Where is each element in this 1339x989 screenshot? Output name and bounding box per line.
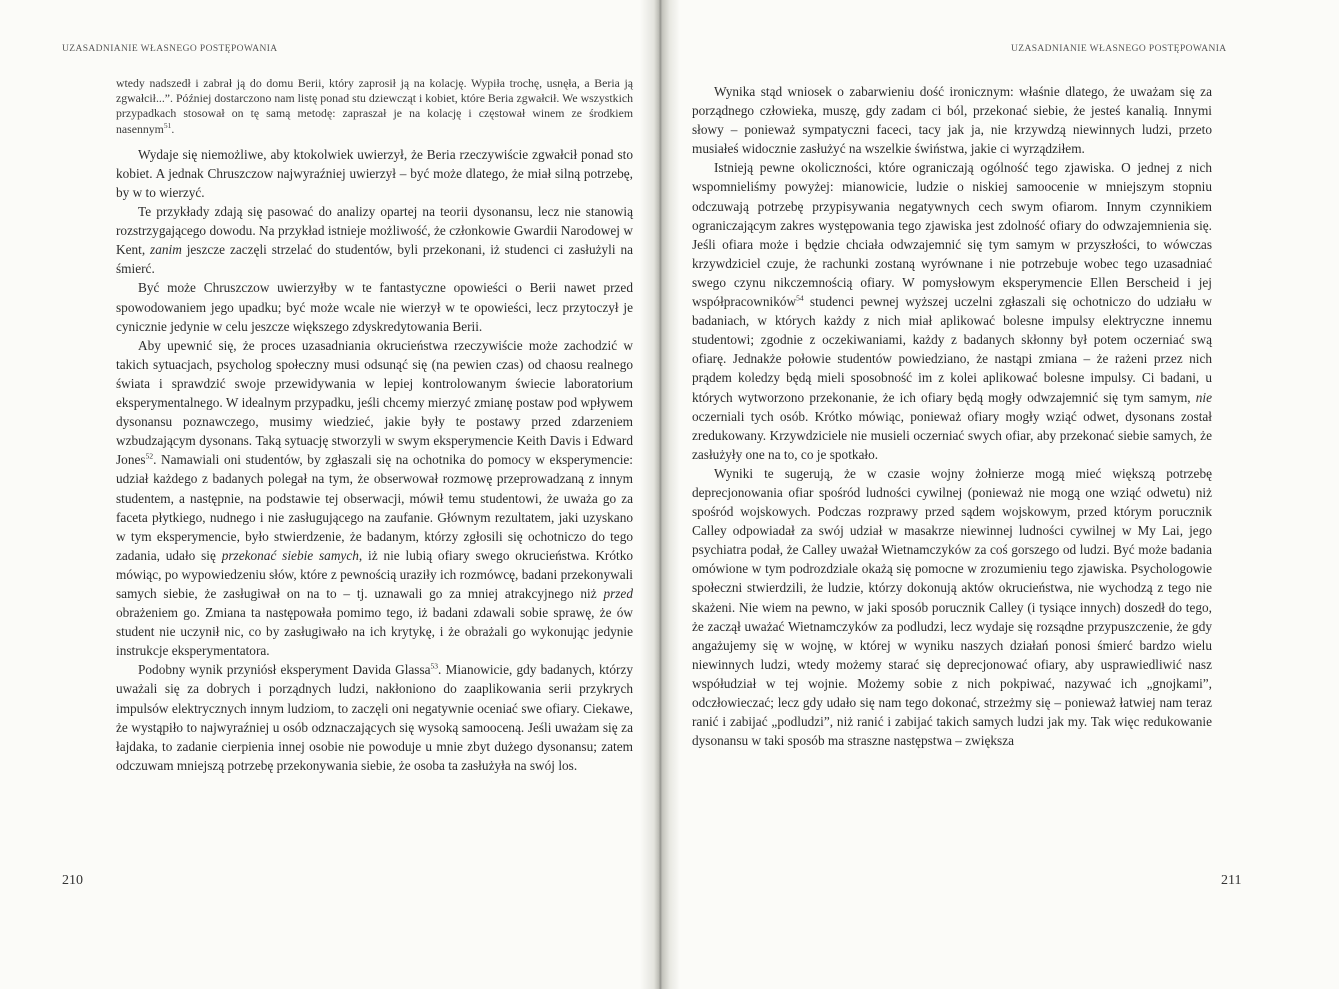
page-number-right: 211 [1221, 873, 1242, 888]
page-number-left: 210 [62, 873, 83, 888]
paragraph-3: Być może Chruszczow uwierzyłby w te fantastyczne opowieści o Berii nawet przed spowodowaniem jego upadku; być może wcale nie wierzył w te opowieści, lecz przytoczył je cynicznie jedynie w celu jeszcze większego zdyskredytowania Berii. [116, 280, 633, 334]
right-page-text [692, 82, 1212, 750]
footnote-ref-54: 54 [796, 293, 804, 303]
quoted-passage: wtedy nadszedł i zabrał ją do domu Berii, który zaprosił ją na kolację. Wypiła trochę, usnęła, a Beria ją zgwałcił...”. Później dostarczono nam listę ponad stu dziewcząt i kobiet, które Beria zgwałcił. We wszystkich przypadkach stosował on tę samą metodę: zapraszał je na kolację i częstował winem ze środkiem nasennym$^{51}$. [116, 76, 633, 136]
footnote-ref-52: 52 [145, 451, 154, 461]
paragraph-3: Wyniki te sugerują, że w czasie wojny żołnierze mogą mieć większą potrzebę deprecjonowania ofiar spośród ludności cywilnej (ponieważ nie mogą one wziąć odwetu) niż spośród wojskowych. Podczas rozprawy przed sądem wojskowym, przed którym porucznik Calley odpowiadał za swój udział w masakrze niewinnej ludności cywilnej w My Lai, jego psychiatra podał, że Calley uważał Wietnamczyków za coś gorszego od ludzi. Być może badania omówione w tym podrozdziale okażą się pomocne w zrozumieniu tego zjawiska. Psychologowie społeczni stwierdzili, że ludzie, którzy dokonują aktów okrucieństwa, nie wychodzą z tego nie skażeni. Nie wiem na pewno, w jaki sposób porucznik Calley (i tysiące innych) doszedł do tego, że zaczął uważać Wietnamczyków za podludzi, lecz wydaje się rozsądne przypuszczenie, że gdy angażujemy się w wojnę, w której w wyniku naszych działań ponosi śmierć bardzo wielu niewinnych ludzi, wtedy możemy starać się deprecjonować ofiary, aby usprawiedliwić nasz współudział w tej wojnie. Możemy sobie z nich pokpiwać, nazywać ich „gnojkami”, odczłowieczać; lecz gdy udało się nam tego dokonać, strzeżmy się – ponieważ łatwiej nam teraz ranić i zabijać „podludzi”, niż ranić i zabijać takich samych ludzi jak my. Tak więc redukowanie dysonansu w taki sposób ma straszne następstwa – zwiększa [692, 465, 1212, 749]
footnote-ref-51: 51 [163, 120, 172, 130]
footnote-ref-53: 53 [430, 661, 439, 671]
paragraph-2: Te przykłady zdają się pasować do analizy opartej na teorii dysonansu, lecz nie stanowią rozstrzygającego dowodu. Na przykład istnieje możliwość, że członkowie Gwardii Narodowej w Kent, zanim jeszcze zaczęli strzelać do studentów, byli przekonani, iż studenci ci zasłużyli na śmierć. [116, 204, 633, 277]
right-page [676, 0, 1339, 989]
running-header-left: UZASADNIANIE WŁASNEGO POSTĘPOWANIA [62, 44, 278, 54]
paragraph-4: Aby upewnić się, że proces uzasadniania okrucieństwa rzeczywiście może zachodzić w takich sytuacjach, psycholog społeczny musi odsunąć się (na pewien czas) od chaosu realnego świata i sprawdzić swoje przewidywania w lepiej kontrolowanym świecie laboratorium eksperymentalnego. W idealnym przypadku, jeśli chcemy mierzyć zmianę postaw pod wpływem dysonansu poznawczego, musimy wiedzieć, jakie były te postawy przed zdarzeniem wzbudzającym dysonans. Taką sytuację stworzyli w swym eksperymencie Keith Davis i Edward Jones$^{52}$. Namawiali oni studentów, by zgłaszali się na ochotnika do pomocy w eksperymencie: udział każdego z badanych polegał na tym, że obserwował rozmowę przeprowadzaną z innym studentem, a następnie, na podstawie tej obserwacji, mówił temu studentowi, że uważa go za faceta płytkiego, nudnego i nie zasługującego na zaufanie. Głównym rezultatem, jaki uzyskano w tym eksperymencie, było stwierdzenie, że badanym, którzy zgłosili się ochotniczo do tego zadania, udało się przekonać siebie samych, iż nie lubią ofiary swego okrucieństwa. Krótko mówiąc, po wypowiedzeniu słów, które z pewnością uraziły ich rozmówcę, badani przekonywali samych siebie, że zasługiwał on na to – tj. uznawali go za mniej atrakcyjnego niż przed obrażeniem go. Zmiana ta następowała pomimo tego, iż badani zdawali sobie sprawę, że ów student nie uczynił nic, co by zasługiwało na ich krytykę, i że obrażali go wykonując jedynie instrukcje eksperymentatora. [116, 337, 633, 659]
left-page [0, 0, 650, 989]
paragraph-2: Istnieją pewne okoliczności, które ograniczają ogólność tego zjawiska. O jednej z nich wspomnieliśmy powyżej: mianowicie, ludzie o niskiej samoocenie w mniejszym stopniu odczuwają potrzebę przypisywania negatywnych cech swym ofiarom. Innym czynnikiem ograniczającym zakres występowania tego zjawiska jest zdolność ofiary do odwzajemnienia się. Jeśli ofiara może i będzie chciała odwzajemnić się tym samym w przyszłości, to wówczas krzywdziciel czuje, że rachunki zostaną wyrównane i nie potrzebuje wobec tego uzasadniać swego czynu nikczemnością ofiary. W pomysłowym eksperymencie Ellen Berscheid i jej współpracowników$^{54}$ studenci pewnej wyższej uczelni zgłaszali się ochotniczo do udziału w badaniach, w których każdy z nich miał aplikować bolesne impulsy elektryczne innemu studentowi; zgodnie z oczekiwaniami, każdy z badanych skłonny był potem oczerniać swą ofiarę. Jednakże połowie studentów powiedziano, że nastąpi zmiana – że rażeni przez nich prądem koledzy będą mieli sposobność im z kolei aplikować bolesne impulsy. Ci badani, u których wytworzono przekonanie, że ich ofiary będą mogły odwzajemnić się tym samym, nie oczerniali tych osób. Krótko mówiąc, ponieważ ofiary mogły wziąć odwet, dysonans został zredukowany. Krzywdziciele nie musieli oczerniać swych ofiar, aby przekonać siebie samych, że zasłużyły one na to, co je spotkało. [692, 160, 1212, 462]
paragraph-1: Wynika stąd wniosek o zabarwieniu dość ironicznym: właśnie dlatego, że uważam się za porządnego człowieka, muszę, gdy zadam ci ból, przekonać siebie, że jesteś kanalią. Innymi słowy – ponieważ sympatyczni faceci, tacy jak ja, nie krzywdzą niewinnych ludzi, przeto musiałeś widocznie zasłużyć na wszelkie świństwa, jakie ci wyrządziłem. [692, 84, 1212, 157]
paragraph-5: Podobny wynik przyniósł eksperyment Davida Glassa$^{53}$. Mianowicie, gdy badanych, którzy uważali się za dobrych i porządnych ludzi, nakłoniono do zaaplikowania serii przykrych impulsów elektrycznych innym ludziom, to zaczęli oni negatywnie oceniać swe ofiary. Ciekawe, że wystąpiło to najwyraźniej u osób odznaczających się wysoką samooceną. Jeśli uważam się za łajdaka, to zadanie cierpienia innej osobie nie powoduje u mnie zbyt dużego dysonansu; zatem odczuwam mniejszą potrzebę przekonywania siebie, że osoba ta zasłużyła na swój los. [116, 661, 633, 773]
running-header-right: UZASADNIANIE WŁASNEGO POSTĘPOWANIA [1011, 44, 1227, 54]
left-page-text [116, 76, 633, 775]
paragraph-1: Wydaje się niemożliwe, aby ktokolwiek uwierzył, że Beria rzeczywiście zgwałcił ponad sto kobiet. A jednak Chruszczow najwyraźniej uwierzył – być może dlatego, że miał silną potrzebę, by w to wierzyć. [116, 146, 633, 200]
